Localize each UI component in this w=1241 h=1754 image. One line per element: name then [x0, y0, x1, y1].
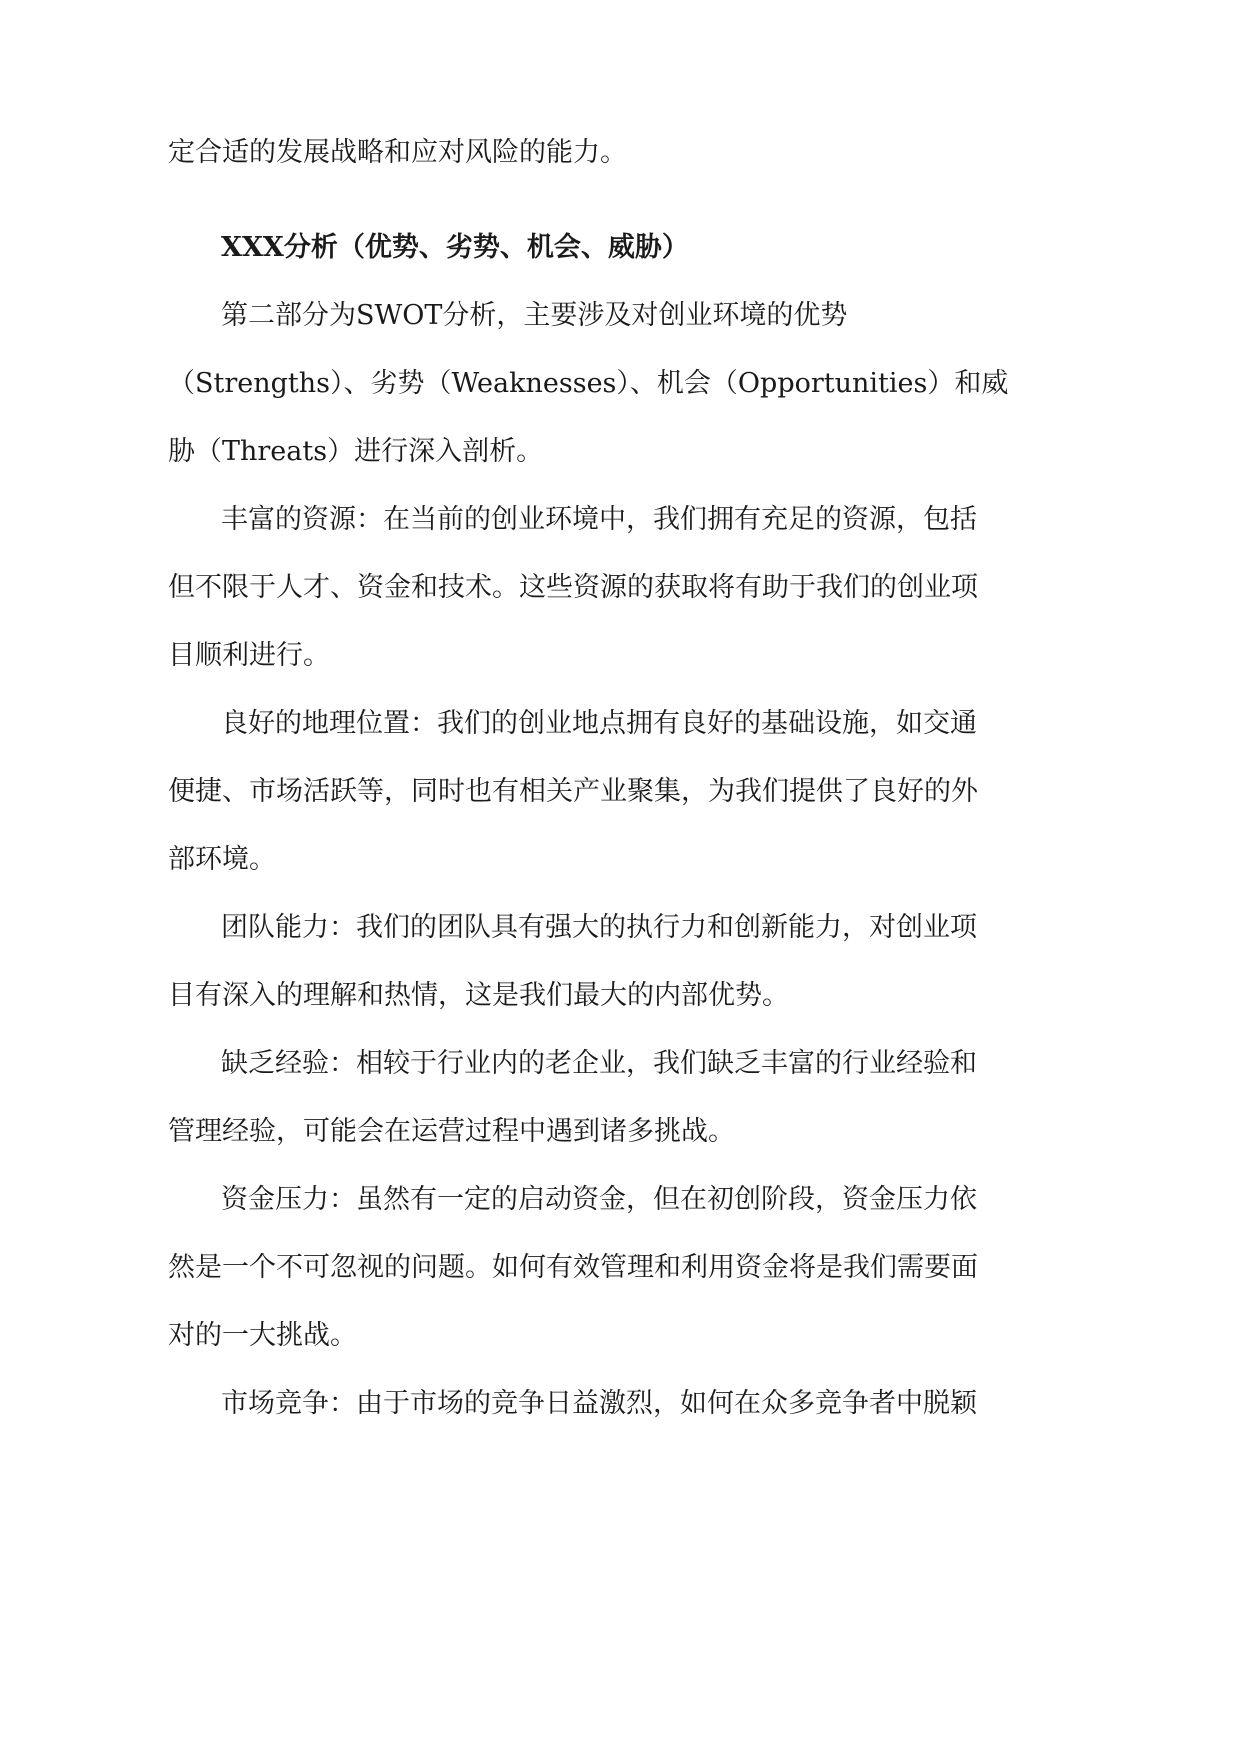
text-line: 但不限于人才、资金和技术。这些资源的获取将有助于我们的创业项: [168, 572, 978, 603]
text-line: 目顺利进行。: [168, 640, 330, 671]
text-line: 第二部分为SWOT分析，主要涉及对创业环境的优势: [221, 300, 848, 331]
section-heading: XXX分析（优势、劣势、机会、威胁）: [221, 232, 689, 263]
text-line: 丰富的资源：在当前的创业环境中，我们拥有充足的资源，包括: [221, 504, 977, 535]
text-line: 然是一个不可忽视的问题。如何有效管理和利用资金将是我们需要面: [168, 1252, 978, 1283]
text-line: 对的一大挑战。: [168, 1320, 357, 1351]
text-line: 资金压力：虽然有一定的启动资金，但在初创阶段，资金压力依: [221, 1184, 977, 1215]
text-line: 管理经验，可能会在运营过程中遇到诸多挑战。: [168, 1116, 735, 1147]
text-line: 便捷、市场活跃等，同时也有相关产业聚集，为我们提供了良好的外: [168, 776, 978, 807]
text-line: 缺乏经验：相较于行业内的老企业，我们缺乏丰富的行业经验和: [221, 1048, 977, 1079]
text-line: 定合适的发展战略和应对风险的能力。: [168, 137, 627, 168]
text-line: 目有深入的理解和热情，这是我们最大的内部优势。: [168, 980, 789, 1011]
text-line: 良好的地理位置：我们的创业地点拥有良好的基础设施，如交通: [221, 708, 977, 739]
text-line: 胁（Threats）进行深入剖析。: [168, 436, 544, 467]
text-line: 团队能力：我们的团队具有强大的执行力和创新能力，对创业项: [221, 912, 977, 943]
text-line: 市场竞争：由于市场的竞争日益激烈，如何在众多竞争者中脱颖: [221, 1388, 977, 1419]
text-line: （Strengths）、劣势（Weaknesses）、机会（Opportunities）和威: [168, 368, 1009, 399]
text-line: 部环境。: [168, 844, 276, 875]
